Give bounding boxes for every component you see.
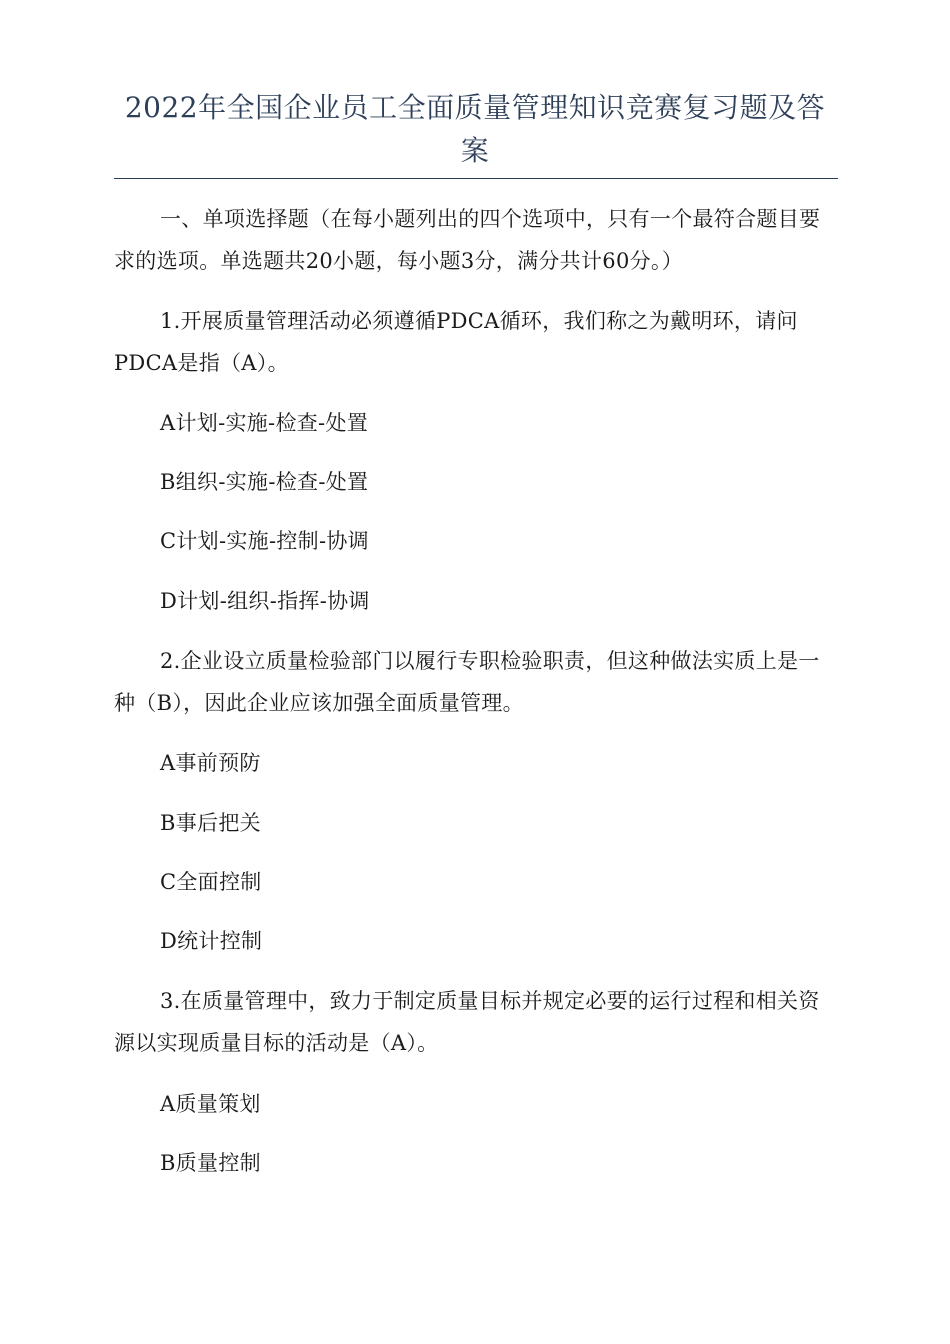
question-2-option-d: D统计控制 [160, 929, 263, 953]
question-1-option-a: A计划-实施-检查-处置 [160, 411, 369, 435]
question-3-option-a: A质量策划 [160, 1092, 261, 1116]
question-2-option-a: A事前预防 [160, 751, 261, 775]
question-1-option-c: C计划-实施-控制-协调 [160, 529, 369, 553]
question-3-option-b: B质量控制 [160, 1151, 261, 1175]
document-title: 2022年全国企业员工全面质量管理知识竞赛复习题及答案 [124, 91, 826, 167]
question-2: 2.企业设立质量检验部门以履行专职检验职责，但这种做法实质上是一种（B），因此企业应该加强全面质量管理。 [114, 649, 820, 715]
title-divider [114, 178, 838, 179]
question-1-option-d: D计划-组织-指挥-协调 [160, 589, 370, 613]
question-1: 1.开展质量管理活动必须遵循PDCA循环，我们称之为戴明环，请问PDCA是指（A）。 [114, 309, 798, 375]
question-1-option-b: B组织-实施-检查-处置 [160, 470, 369, 494]
question-2-option-b: B事后把关 [160, 811, 261, 835]
section-intro: 一、单项选择题（在每小题列出的四个选项中，只有一个最符合题目要求的选项。单选题共20小题，每小题3分，满分共计60分。） [114, 207, 821, 273]
question-2-option-c: C全面控制 [160, 870, 262, 894]
question-3: 3.在质量管理中，致力于制定质量目标并规定必要的运行过程和相关资源以实现质量目标的活动是（A）。 [114, 989, 820, 1055]
